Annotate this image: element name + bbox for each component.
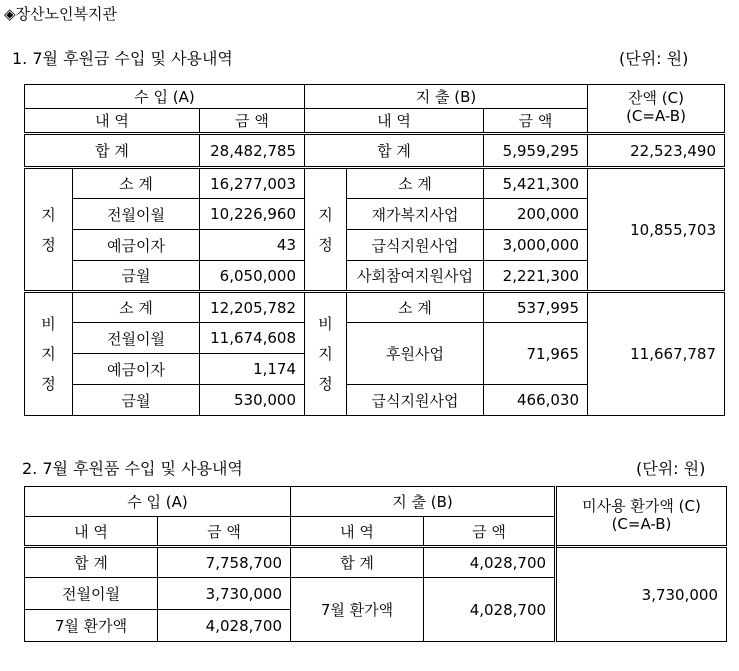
designated-income-subtotal-amount: 16,277,003 — [200, 168, 305, 199]
income-header: 수 입 (A) — [25, 85, 305, 109]
designated-income-row-amount: 10,226,960 — [200, 199, 305, 230]
designated-income-subtotal-label: 소 계 — [73, 168, 200, 199]
non-designated-expense-row-label: 후원사업 — [347, 323, 484, 385]
goods-income-item-header: 내 역 — [25, 517, 158, 547]
goods-expense-amount-header: 금 액 — [424, 517, 555, 547]
goods-month-label: 7월 환가액 — [25, 610, 158, 642]
income-amount-header: 금 액 — [200, 109, 305, 134]
expense-total-amount: 5,959,295 — [484, 134, 588, 168]
goods-income-amount-header: 금 액 — [158, 517, 291, 547]
goods-income-total-label: 합 계 — [25, 547, 158, 578]
goods-expense-total-label: 합 계 — [291, 547, 424, 578]
goods-expense-label: 7월 환가액 — [291, 578, 424, 642]
designated-balance: 10,855,703 — [588, 168, 725, 292]
goods-balance-table — [554, 486, 727, 642]
goods-balance-header-line2: (C=A-B) — [611, 515, 672, 533]
non-designated-expense-subtotal-amount: 537,995 — [484, 292, 588, 323]
designated-income-row-amount: 6,050,000 — [200, 261, 305, 292]
balance-header-line1: 잔액 (C) — [628, 89, 684, 107]
goods-income-total-amount: 7,758,700 — [158, 547, 291, 578]
goods-balance-header — [556, 487, 727, 547]
goods-expense-total-amount: 4,028,700 — [424, 547, 555, 578]
non-designated-income-row-amount: 11,674,608 — [200, 323, 305, 354]
non-designated-expense-label: 비 지 정 — [305, 292, 347, 416]
section1-title: 1. 7월 후원금 수입 및 사용내역 — [12, 49, 233, 68]
expense-item-header: 내 역 — [305, 109, 484, 134]
non-designated-income-label: 비 지 정 — [25, 292, 73, 416]
goods-expense-amount: 4,028,700 — [424, 578, 555, 642]
goods-carry-amount: 3,730,000 — [158, 578, 291, 610]
section2-unit: (단위: 원) — [636, 459, 706, 478]
goods-carry-label: 전월이월 — [25, 578, 158, 610]
donation-goods-table — [24, 486, 555, 642]
designated-expense-row-label: 재가복지사업 — [347, 199, 484, 230]
designated-income-row-label: 예금이자 — [73, 230, 200, 261]
designated-expense-subtotal-amount: 5,421,300 — [484, 168, 588, 199]
non-designated-income-row-amount: 1,174 — [200, 354, 305, 385]
non-designated-income-row-label: 금월 — [73, 385, 200, 416]
goods-month-amount: 4,028,700 — [158, 610, 291, 642]
goods-income-header: 수 입 (A) — [25, 487, 291, 517]
organization-name: ◈장산노인복지관 — [4, 5, 117, 23]
non-designated-income-subtotal-label: 소 계 — [73, 292, 200, 323]
goods-balance-value: 3,730,000 — [556, 547, 727, 642]
goods-expense-item-header: 내 역 — [291, 517, 424, 547]
expense-header: 지 출 (B) — [305, 85, 588, 109]
designated-income-row-label: 금월 — [73, 261, 200, 292]
non-designated-expense-row-label: 급식지원사업 — [347, 385, 484, 416]
balance-header-line2: (C=A-B) — [626, 107, 686, 125]
non-designated-income-row-amount: 530,000 — [200, 385, 305, 416]
non-designated-balance: 11,667,787 — [588, 292, 725, 416]
non-designated-income-subtotal-amount: 12,205,782 — [200, 292, 305, 323]
designated-expense-row-amount: 2,221,300 — [484, 261, 588, 292]
non-designated-income-row-label: 예금이자 — [73, 354, 200, 385]
expense-total-label: 합 계 — [305, 134, 484, 168]
income-total-label: 합 계 — [25, 134, 200, 168]
non-designated-expense-subtotal-label: 소 계 — [347, 292, 484, 323]
section2-title: 2. 7월 후원품 수입 및 사용내역 — [22, 459, 243, 478]
non-designated-income-row-label: 전월이월 — [73, 323, 200, 354]
expense-amount-header: 금 액 — [484, 109, 588, 134]
goods-balance-header-line1: 미사용 환가액 (C) — [582, 497, 701, 515]
non-designated-expense-row-amount: 71,965 — [484, 323, 588, 385]
balance-header — [588, 85, 725, 134]
balance-total: 22,523,490 — [588, 134, 725, 168]
designated-expense-row-label: 사회참여지원사업 — [347, 261, 484, 292]
designated-expense-row-amount: 200,000 — [484, 199, 588, 230]
designated-income-row-label: 전월이월 — [73, 199, 200, 230]
section1-unit: (단위: 원) — [619, 49, 689, 68]
non-designated-expense-row-amount: 466,030 — [484, 385, 588, 416]
income-total-amount: 28,482,785 — [200, 134, 305, 168]
designated-income-label: 지 정 — [25, 168, 73, 292]
designated-expense-label: 지 정 — [305, 168, 347, 292]
donation-money-table — [24, 84, 725, 416]
designated-expense-row-amount: 3,000,000 — [484, 230, 588, 261]
designated-expense-row-label: 급식지원사업 — [347, 230, 484, 261]
goods-expense-header: 지 출 (B) — [291, 487, 555, 517]
income-item-header: 내 역 — [25, 109, 200, 134]
designated-income-row-amount: 43 — [200, 230, 305, 261]
designated-expense-subtotal-label: 소 계 — [347, 168, 484, 199]
